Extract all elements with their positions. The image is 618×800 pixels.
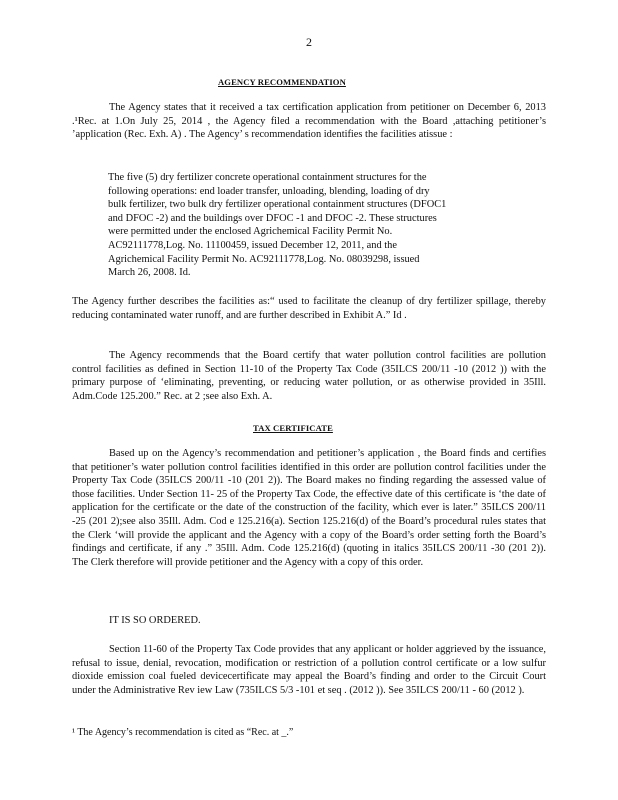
- paragraph-appeal-rights: Section 11-60 of the Property Tax Code provides that any applicant or holder aggrieved by the issuance, refusal to issue, denial, revocation, modification or restriction of a pollution control certificate or a low sulfur dioxide emission coal fueled devicecertificate may appeal the Board’s finding and order to the Circuit Court under the Administrative Rev iew Law (735ILCS 5/3 -101 et seq . (2012 )). See 35ILCS 200/11 - 60 (2012 ).: [72, 644, 546, 696]
- quote-line: The five (5) dry fertilizer concrete operational containment structures for the: [108, 172, 427, 183]
- paragraph-so-ordered: IT IS SO ORDERED.: [109, 615, 201, 626]
- quote-line: bulk fertilizer, two bulk dry fertilizer operational containment structures (DFOC1: [108, 199, 447, 211]
- paragraph-agency-receipt: The Agency states that it received a tax certification application from petitioner on December 6, 2013 .¹Rec. at 1.On July 25, 2014 , the Agency filed a recommendation with the Board ,attaching petitioner’s ’application (Rec. Exh. A) . The Agency’ s recommendation identifies the facilities atissue :: [72, 102, 546, 141]
- footnote: ¹ The Agency’s recommendation is cited as “Rec. at _.”: [72, 727, 294, 738]
- quote-line: Agrichemical Facility Permit No. AC92111778,Log. No. 08039298, issued: [108, 253, 420, 265]
- quote-line: were permitted under the enclosed Agrichemical Facility Permit No.: [108, 226, 393, 238]
- quote-line: and DFOC -2) and the buildings over DFOC -1 and DFOC -2. These structures: [108, 212, 437, 224]
- paragraph-board-findings: Based up on the Agency’s recommendation and petitioner’s application , the Board finds and certifies that petitioner’s water pollution control facilities identified in this order are pollution control facilities under the Property Tax Code (35ILCS 200/11 -10 (201 2)). The Board makes no finding regarding the assessed value of those facilities. Under Section 11- 25 of the Property Tax Code, the effective date of this certificate is ‘the date of application for the certificate or the date of the construction of the facility, which ever is later.” 35ILCS 200/11 -25 (201 2);see also 35Ill. Adm. Cod e 125.216(a). Section 125.216(d) of the Board’s procedural rules states that the Clerk ‘will provide the applicant and the Agency with a copy of the Board’s order setting forth the Board’s findings and certificate, if any .” 35Ill. Adm. Code 125.216(d) (quoting in italics 35ILCS 200/11 -30 (201 2)). The Clerk therefore will provide petitioner and the Agency with a copy of this order.: [72, 448, 546, 568]
- quote-line: March 26, 2008. Id.: [108, 267, 191, 279]
- section-heading-agency-recommendation: AGENCY RECOMMENDATION: [218, 77, 346, 87]
- paragraph-facilities-description: The Agency further describes the facilities as:“ used to facilitate the cleanup of dry fertilizer spillage, thereby reducing contaminated water runoff, and are further described in Exhibit A.” Id .: [72, 296, 546, 321]
- quote-line: following operations: end loader transfer, unloading, blending, loading of dry: [108, 185, 430, 197]
- quote-line: AC92111778,Log. No. 11100459, issued December 12, 2011, and the: [108, 239, 397, 251]
- paragraph-agency-recommends: The Agency recommends that the Board certify that water pollution control facilities are pollution control facilities as defined in Section 11-10 of the Property Tax Code (35ILCS 200/11 -10 (2012 )) with the primary purpose of ‘eliminating, preventing, or reducing water pollution, or as otherwise provided in 35Ill. Adm.Code 125.200.” Rec. at 2 ;see also Exh. A.: [72, 350, 546, 402]
- section-heading-tax-certificate: TAX CERTIFICATE: [253, 423, 333, 433]
- block-quote-facilities: [108, 171, 478, 280]
- page-number: 2: [306, 35, 312, 49]
